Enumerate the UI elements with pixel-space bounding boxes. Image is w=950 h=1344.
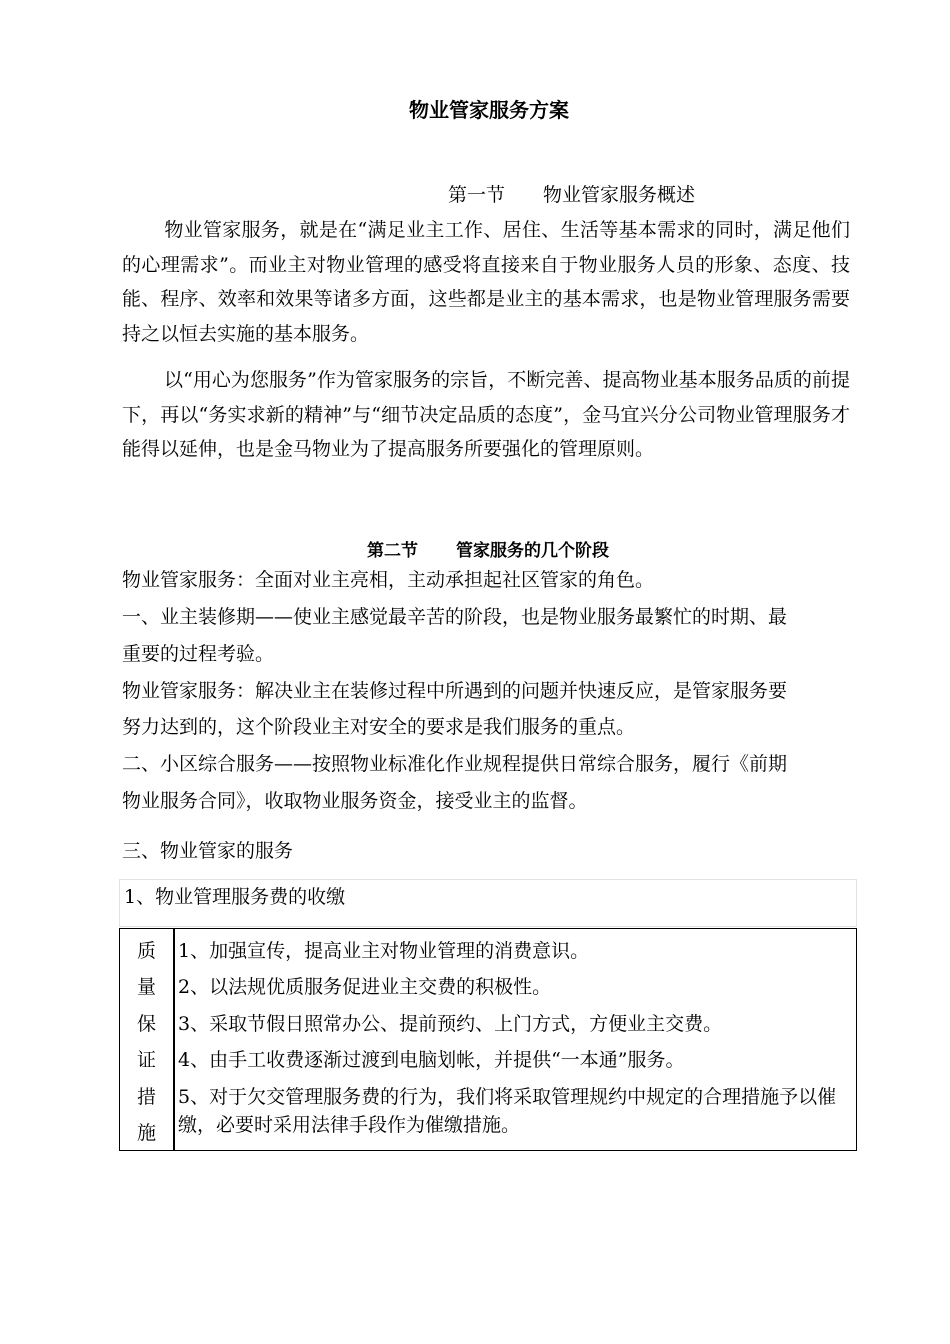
section1-paragraph2 xyxy=(122,363,850,467)
section1-paragraph1 xyxy=(122,213,850,352)
section2-subheading: 三、物业管家的服务 xyxy=(122,840,294,862)
section2-line: 物业服务合同》，收取物业服务资金，接受业主的监督。 xyxy=(122,790,588,812)
measures-label-char: 证 xyxy=(136,1049,156,1072)
measures-label-char: 保 xyxy=(136,1012,156,1035)
page-title: 物业管家服务方案 xyxy=(409,98,569,122)
table-column-divider xyxy=(173,929,175,1150)
fee-collection-header-box xyxy=(119,879,857,927)
section2-line: 努力达到的，这个阶段业主对安全的要求是我们服务的重点。 xyxy=(122,716,636,738)
measures-content-column xyxy=(178,933,854,1139)
section1-heading xyxy=(448,180,695,207)
section2-number: 第二节 xyxy=(367,541,418,561)
measures-label-char: 措 xyxy=(136,1085,156,1108)
section2-line: 重要的过程考验。 xyxy=(122,643,275,665)
measure-row: 1、加强宣传，提高业主对物业管理的消费意识。 xyxy=(178,940,590,962)
measures-label-column xyxy=(120,933,173,1151)
section2-line: 物业管家服务：解决业主在装修过程中所遇到的问题并快速反应，是管家服务要 xyxy=(122,680,788,702)
section1-number: 第一节 xyxy=(448,184,506,206)
section2-heading xyxy=(0,536,950,561)
section2-line: 一、业主装修期——使业主感觉最辛苦的阶段，也是物业服务最繁忙的时期、最 xyxy=(122,606,788,628)
measures-label-char: 质 xyxy=(136,940,156,962)
quality-measures-table xyxy=(119,928,857,1151)
measures-label-char: 施 xyxy=(136,1121,156,1144)
fee-collection-title: 1、物业管理服务费的收缴 xyxy=(124,886,346,908)
measure-row: 5、对于欠交管理服务费的行为，我们将采取管理规约中规定的合理措施予以催缴，必要时采用法律手段作为催缴措施。 xyxy=(178,1085,837,1136)
section1-paragraph2-text: 以“用心为您服务”作为管家服务的宗旨，不断完善、提高物业基本服务品质的前提下，再以“务实求新的精神”与“细节决定品质的态度”，金马宜兴分公司物业管理服务才能得以延伸，也是金马物业为了提高服务所要强化的管理原则。 xyxy=(122,369,850,461)
section1-paragraph1-text: 物业管家服务，就是在“满足业主工作、居住、生活等基本需求的同时，满足他们的心理需求”。而业主对物业管理的感受将直接来自于物业服务人员的形象、态度、技能、程序、效率和效果等诸多方面，这些都是业主的基本需求，也是物业管理服务需要持之以恒去实施的基本服务。 xyxy=(122,219,850,346)
section2-line: 二、小区综合服务——按照物业标准化作业规程提供日常综合服务，履行《前期 xyxy=(122,753,788,775)
measure-row: 2、以法规优质服务促进业主交费的积极性。 xyxy=(178,976,552,999)
section2-title: 管家服务的几个阶段 xyxy=(456,541,609,561)
measure-row: 3、采取节假日照常办公、提前预约、上门方式，方便业主交费。 xyxy=(178,1012,723,1035)
section2-line: 物业管家服务：全面对业主亮相，主动承担起社区管家的角色。 xyxy=(122,569,655,591)
section1-title: 物业管家服务概述 xyxy=(543,184,696,206)
measure-row: 4、由手工收费逐渐过渡到电脑划帐，并提供“一本通”服务。 xyxy=(178,1049,685,1072)
measures-label-char: 量 xyxy=(136,976,156,999)
